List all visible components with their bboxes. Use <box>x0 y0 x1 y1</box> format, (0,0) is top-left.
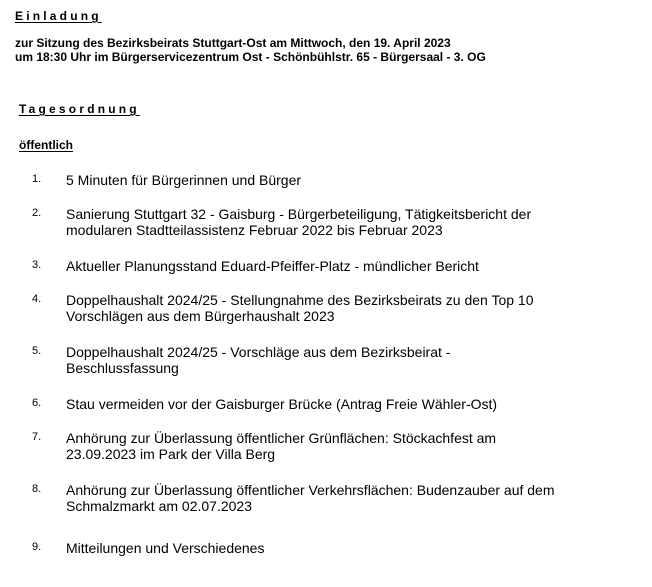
meeting-details-line-2: um 18:30 Uhr im Bürgerservicezentrum Ost - Schönbühlstr. 65 - Bürgersaal - 3. OG <box>15 50 486 64</box>
agenda-item-number: 2. <box>32 207 42 219</box>
agenda-item-number: 3. <box>32 259 42 271</box>
agenda-item-text-line-2: Vorschlägen aus dem Bürgerhaushalt 2023 <box>66 308 335 324</box>
agenda-item-text-line-1: Anhörung zur Überlassung öffentlicher Grünflächen: Stöckachfest am <box>66 430 497 446</box>
agenda-title: Tagesordnung <box>19 102 140 116</box>
agenda-item-text-line-1: Sanierung Stuttgart 32 - Gaisburg - Bürgerbeteiligung, Tätigkeitsbericht der <box>66 206 532 222</box>
agenda-item-text <box>66 344 642 376</box>
agenda-item-text <box>66 206 642 238</box>
agenda-item-text <box>66 258 642 274</box>
agenda-item-text-line-1: Doppelhaushalt 2024/25 - Stellungnahme des Bezirksbeirats zu den Top 10 <box>66 292 534 308</box>
meeting-details <box>15 36 486 64</box>
agenda-item-text <box>66 482 642 514</box>
agenda-item-text-line-2: Schmalzmarkt am 02.07.2023 <box>66 498 252 514</box>
agenda-item-text <box>66 540 642 556</box>
agenda-item-text-line-2: modularen Stadtteilassistenz Februar 2022 bis Februar 2023 <box>66 222 443 238</box>
invitation-title: Einladung <box>15 9 102 23</box>
agenda-item-text-line-1: Aktueller Planungsstand Eduard-Pfeiffer-Platz - mündlicher Bericht <box>66 258 479 274</box>
section-label-public: öffentlich <box>19 138 73 152</box>
agenda-item-text-line-2: Beschlussfassung <box>66 360 179 376</box>
agenda-item-text-line-1: Doppelhaushalt 2024/25 - Vorschläge aus dem Bezirksbeirat - <box>66 344 451 360</box>
agenda-item-text-line-1: Mitteilungen und Verschiedenes <box>66 540 265 556</box>
meeting-details-line-1: zur Sitzung des Bezirksbeirats Stuttgart-Ost am Mittwoch, den 19. April 2023 <box>15 36 451 50</box>
agenda-item-text-line-2: 23.09.2023 im Park der Villa Berg <box>66 446 276 462</box>
agenda-item-text-line-1: 5 Minuten für Bürgerinnen und Bürger <box>66 172 302 188</box>
agenda-item-number: 7. <box>32 431 42 443</box>
agenda-item-text-line-1: Stau vermeiden vor der Gaisburger Brücke (Antrag Freie Wähler-Ost) <box>66 396 498 412</box>
agenda-item-text <box>66 172 642 188</box>
agenda-item-number: 9. <box>32 541 42 553</box>
agenda-item-number: 4. <box>32 293 42 305</box>
agenda-item-text-line-1: Anhörung zur Überlassung öffentlicher Verkehrsflächen: Budenzauber auf dem <box>66 482 555 498</box>
agenda-item-number: 1. <box>32 173 42 185</box>
agenda-item-text <box>66 430 642 462</box>
agenda-item-number: 6. <box>32 397 42 409</box>
agenda-item-number: 5. <box>32 345 42 357</box>
agenda-item-number: 8. <box>32 483 42 495</box>
agenda-item-text <box>66 292 642 324</box>
agenda-item-text <box>66 396 642 412</box>
